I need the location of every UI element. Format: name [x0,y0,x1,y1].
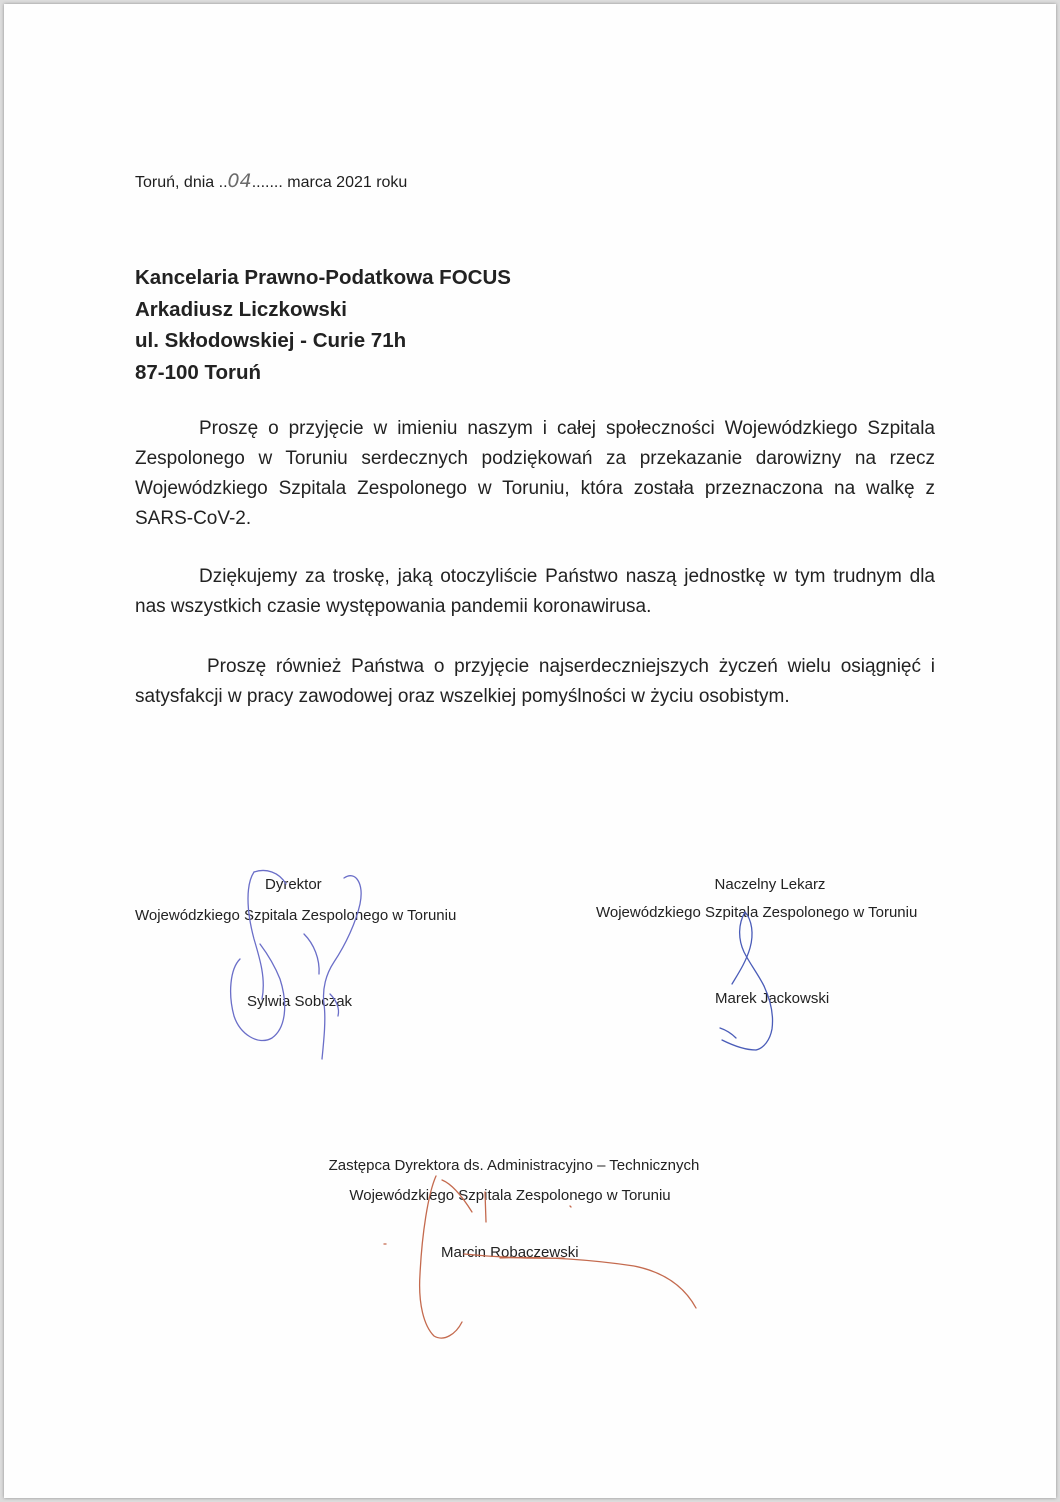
date-day-handwritten: 04 [227,170,252,192]
body-paragraph-wishes: Proszę również Państwa o przyjęcie najserdeczniejszych życzeń wielu osiągnięć i satysfakcji w pracy zawodowej oraz wszelkiej pomyślności w życiu osobistym. [135,656,935,707]
handwritten-signatures [4,4,1056,1498]
deputy-director-institution: Wojewódzkiego Szpitala Zespolonego w Toruniu [349,1187,671,1204]
deputy-director-title: Zastępca Dyrektora ds. Administracyjno – Technicznych [328,1157,700,1174]
body-paragraph-gratitude: Dziękujemy za troskę, jaką otoczyliście Państwo naszą jednostkę w tym trudnym dla nas wszystkich czasie występowania pandemii koronawirusa. [135,566,935,617]
date-prefix: Toruń, dnia [135,174,215,191]
date-dots-after: ...... [251,174,279,191]
date-suffix: . marca 2021 roku [278,174,408,191]
signature-chief-physician [720,912,773,1050]
recipient-company: Kancelaria Prawno-Podatkowa FOCUS [135,266,511,289]
director-institution: Wojewódzkiego Szpitala Zespolonego w Toruniu [135,907,457,924]
body-paragraph-thanks: Proszę o przyjęcie w imieniu naszym i całej społeczności Wojewódzkiego Szpitala Zespolonego w Toruniu serdecznych podziękowań za przekazanie darowizny na rzecz Wojewódzkiego Szpitala Zespolonego w Toruniu, która została przeznaczona na walkę z SARS-CoV-2. [135,418,935,529]
chief-physician-institution: Wojewódzkiego Szpitala Zespolonego w Toruniu [596,904,918,921]
recipient-street: ul. Skłodowskiej - Curie 71h [135,329,407,352]
deputy-director-name: Marcin Robaczewski [441,1244,579,1261]
letter-date [135,170,407,192]
date-dots-before: .. [218,174,228,191]
letter-page [4,4,1056,1498]
recipient-address [135,262,511,388]
recipient-person: Arkadiusz Liczkowski [135,297,347,321]
recipient-city: 87-100 Toruń [135,360,262,384]
director-name: Sylwia Sobczak [247,993,353,1010]
director-title: Dyrektor [265,876,322,893]
chief-physician-name: Marek Jackowski [715,990,830,1007]
chief-physician-title: Naczelny Lekarz [714,876,826,893]
